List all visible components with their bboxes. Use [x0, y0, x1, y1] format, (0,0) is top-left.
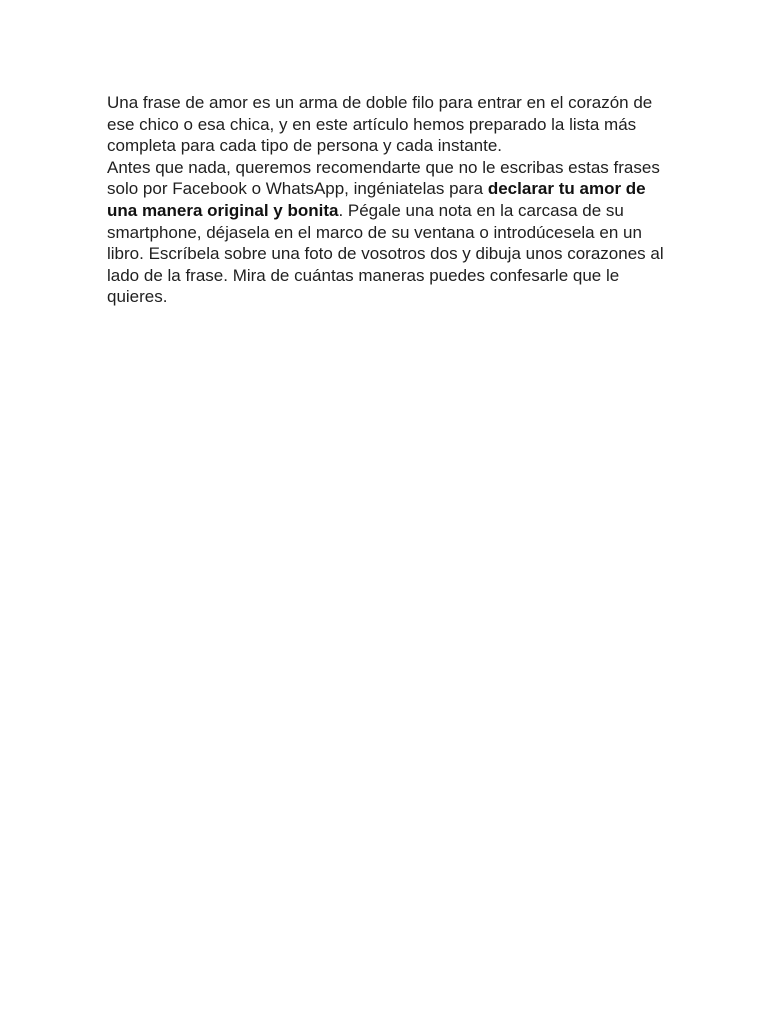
- paragraph-intro: [107, 92, 677, 157]
- paragraph-recommendation-bold: declarar tu amor de una manera original y bonita: [107, 179, 646, 220]
- paragraph-recommendation-before: Antes que nada, queremos recomendarte que no le escribas estas frases solo por Facebook o WhatsApp, ingéniatelas para: [107, 157, 660, 199]
- article-body: [107, 92, 677, 308]
- paragraph-recommendation-after: . Pégale una nota en la carcasa de su smartphone, déjasela en el marco de su ventana o introdúcesela en un libro. Escríbela sobre una foto de vosotros dos y dibuja unos corazones al lado de la frase. Mira de cuántas maneras puedes confesarle que le quieres.: [107, 200, 664, 307]
- paragraph-recommendation: [107, 157, 677, 308]
- paragraph-intro-text: Una frase de amor es un arma de doble filo para entrar en el corazón de ese chico o esa chica, y en este artículo hemos preparado la lista más completa para cada tipo de persona y cada instante.: [107, 93, 653, 156]
